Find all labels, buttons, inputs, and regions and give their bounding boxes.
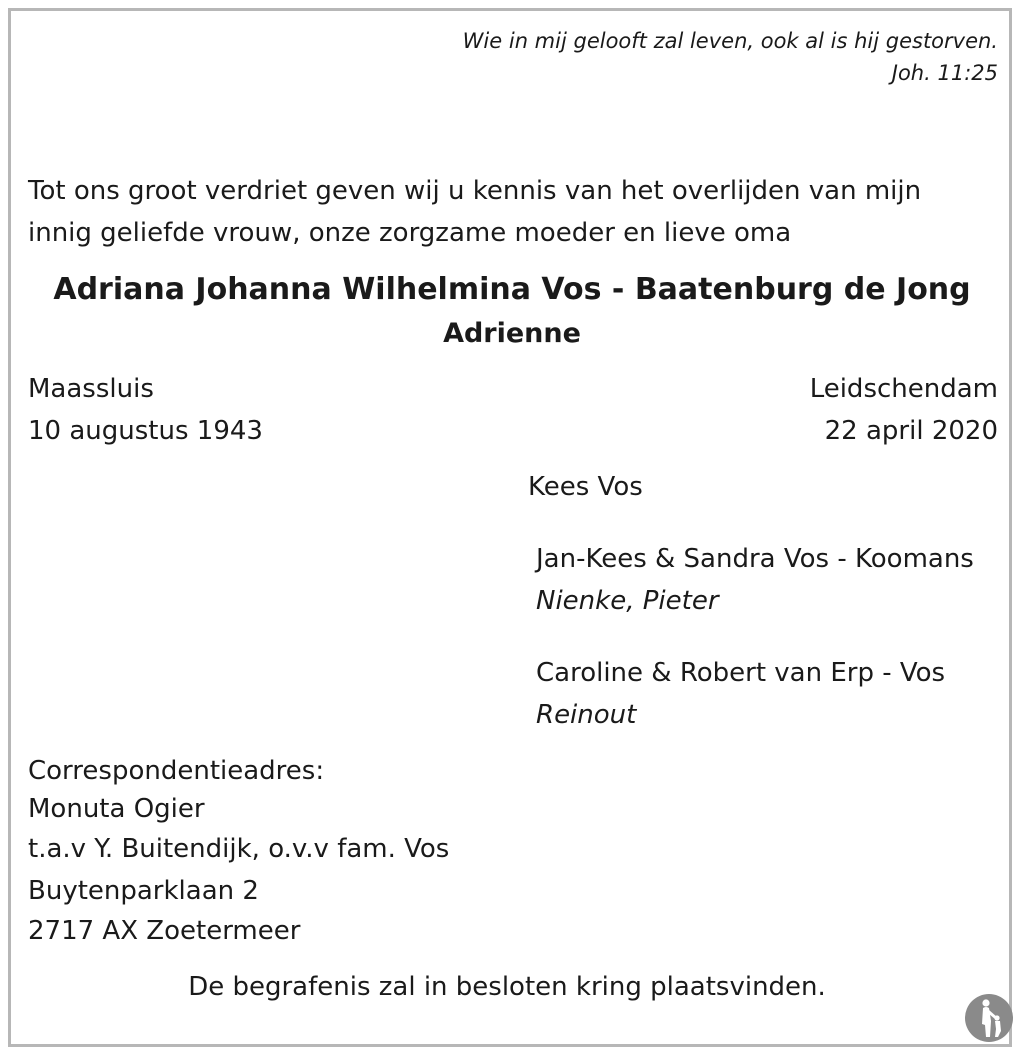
correspondence-line-2: t.a.v Y. Buitendijk, o.v.v fam. Vos xyxy=(28,834,450,864)
correspondence-line-3: Buytenparklaan 2 xyxy=(28,876,259,906)
bible-verse: Wie in mij gelooft zal leven, ook al is hij gestorven. xyxy=(462,29,998,53)
correspondence-line-4: 2717 AX Zoetermeer xyxy=(28,916,301,946)
bible-verse-reference: Joh. 11:25 xyxy=(891,61,998,85)
family-grandchildren-2: Reinout xyxy=(536,700,637,730)
family-grandchildren-1: Nienke, Pieter xyxy=(536,586,719,616)
family-child-2: Caroline & Robert van Erp - Vos xyxy=(536,658,946,688)
birth-place: Maassluis xyxy=(28,374,154,404)
family-spouse: Kees Vos xyxy=(528,472,643,502)
death-date: 22 april 2020 xyxy=(824,416,998,446)
birth-date: 10 augustus 1943 xyxy=(28,416,263,446)
deceased-nickname: Adrienne xyxy=(443,318,581,349)
family-child-1: Jan-Kees & Sandra Vos - Koomans xyxy=(536,544,974,574)
person-with-child-icon xyxy=(964,993,1014,1043)
announcement-line-2: innig geliefde vrouw, onze zorgzame moeder en lieve oma xyxy=(28,218,792,248)
announcement-line-1: Tot ons groot verdriet geven wij u kennis van het overlijden van mijn xyxy=(28,176,922,206)
funeral-note: De begrafenis zal in besloten kring plaatsvinden. xyxy=(188,972,826,1002)
death-place: Leidschendam xyxy=(809,374,998,404)
deceased-full-name: Adriana Johanna Wilhelmina Vos - Baatenburg de Jong xyxy=(53,272,971,307)
correspondence-line-1: Monuta Ogier xyxy=(28,794,205,824)
correspondence-label: Correspondentieadres: xyxy=(28,756,325,786)
